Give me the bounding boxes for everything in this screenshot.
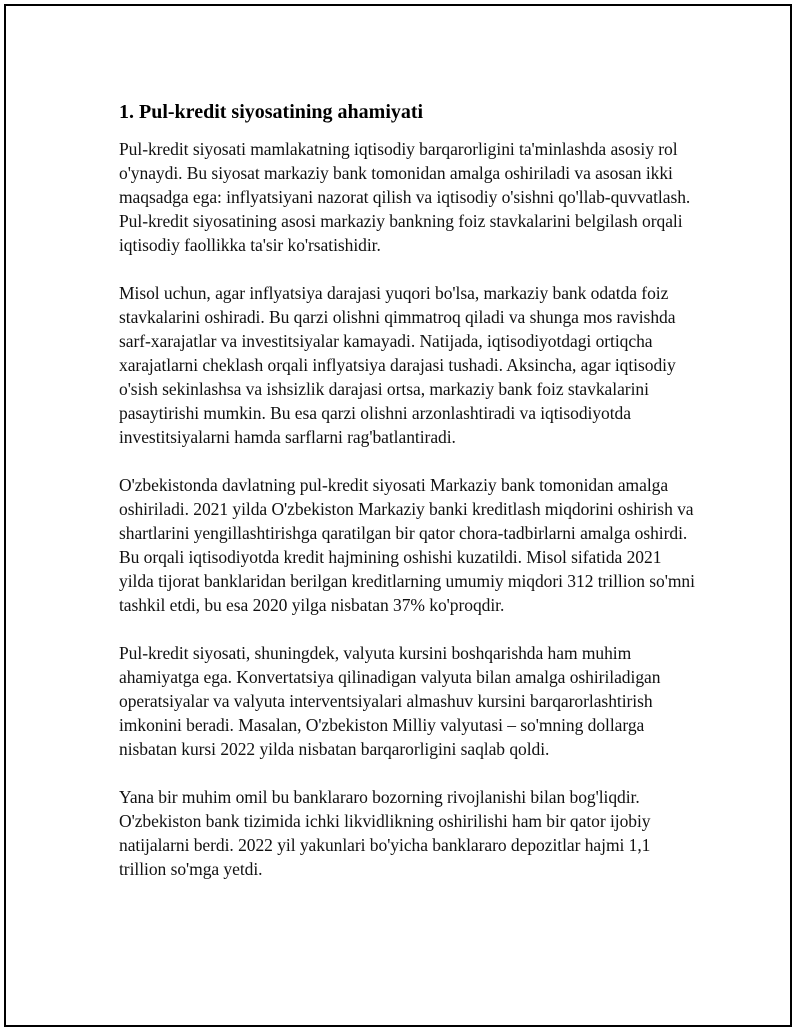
paragraph-4: Pul-kredit siyosati, shuningdek, valyuta kursini boshqarishda ham muhim ahamiyatga ega. Konvertatsiya qilinadigan valyuta bilan amalga oshiriladigan operatsiyalar va valyuta interventsiyalari almashuv kursini barqarorlashtirish imkonini beradi. Masalan, O'zbekiston Milliy valyutasi – so'mning dollarga nisbatan kursi 2022 yilda nisbatan barqarorligini saqlab qoldi.	[119, 643, 661, 759]
paragraph-1: Pul-kredit siyosati mamlakatning iqtisodiy barqarorligini ta'minlashda asosiy rol o'ynaydi. Bu siyosat markaziy bank tomonidan amalga oshiriladi va asosan ikki maqsadga ega: inflyatsiyani nazorat qilish va iqtisodiy o'sishni qo'llab-quvvatlash. Pul-kredit siyosatining asosi markaziy bankning foiz stavkalarini belgilash orqali iqtisodiy faollikka ta'sir ko'rsatishidir.	[119, 139, 691, 255]
page-frame	[4, 4, 792, 1027]
document-body	[119, 99, 699, 905]
paragraph-3: O'zbekistonda davlatning pul-kredit siyosati Markaziy bank tomonidan amalga oshiriladi. 2021 yilda O'zbekiston Markaziy banki kreditlash miqdorini oshirish va shartlarini yengillashtirishga qaratilgan bir qator chora-tadbirlarni amalga oshirdi. Bu orqali iqtisodiyotda kredit hajmining oshishi kuzatildi. Misol sifatida 2021 yilda tijorat banklaridan berilgan kreditlarning umumiy miqdori 312 trillion so'mni tashkil etdi, bu esa 2020 yilga nisbatan 37% ko'proqdir.	[119, 475, 695, 615]
paragraph-5: Yana bir muhim omil bu banklararo bozorning rivojlanishi bilan bog'liqdir. O'zbekiston bank tizimida ichki likvidlikning oshirilishi ham bir qator ijobiy natijalarni berdi. 2022 yil yakunlari bo'yicha banklararo depozitlar hajmi 1,1 trillion so'mga yetdi.	[119, 787, 651, 879]
paragraph-2: Misol uchun, agar inflyatsiya darajasi yuqori bo'lsa, markaziy bank odatda foiz stavkalarini oshiradi. Bu qarzi olishni qimmatroq qiladi va shunga mos ravishda sarf-xarajatlar va investitsiyalar kamayadi. Natijada, iqtisodiyotdagi ortiqcha xarajatlarni cheklash orqali inflyatsiya darajasi tushadi. Aksincha, agar iqtisodiy o'sish sekinlashsa va ishsizlik darajasi ortsa, markaziy bank foiz stavkalarini pasaytirishi mumkin. Bu esa qarzi olishni arzonlashtiradi va iqtisodiyotda investitsiyalarni hamda sarflarni rag'batlantiradi.	[119, 283, 676, 447]
page-title: 1. Pul-kredit siyosatining ahamiyati	[119, 101, 424, 123]
